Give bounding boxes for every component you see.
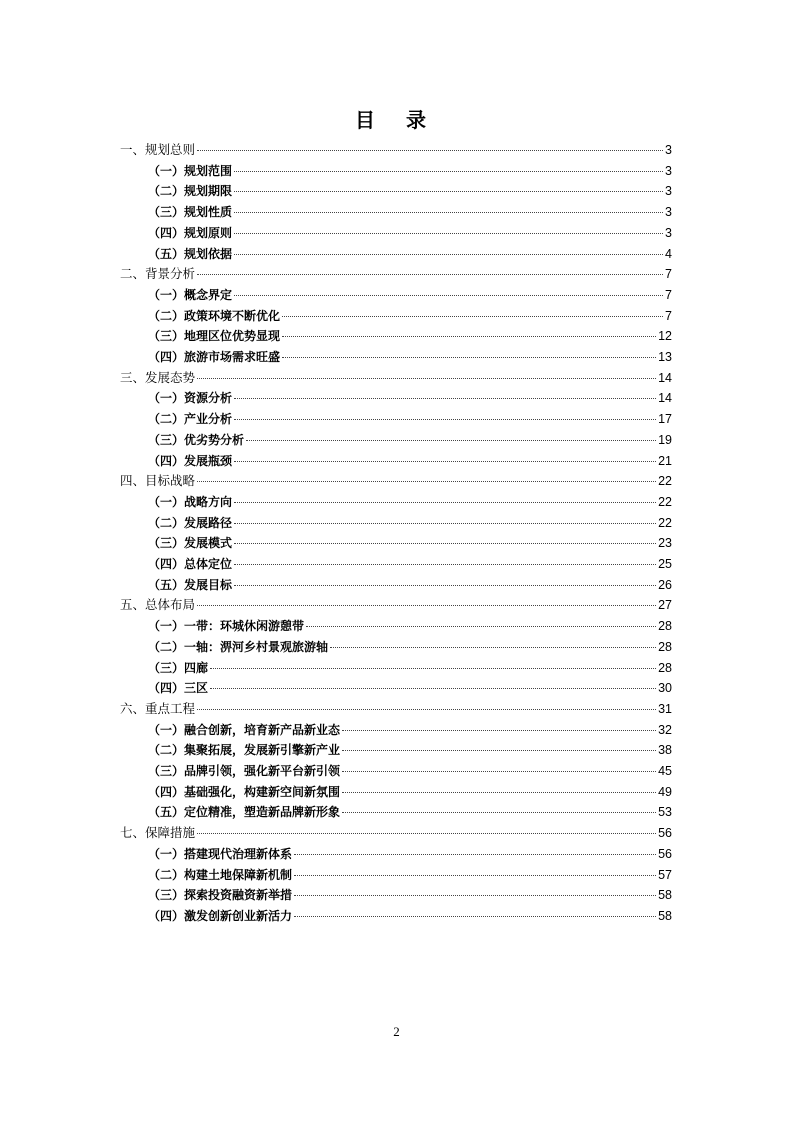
toc-entry-label: （一）搭建现代治理新体系: [148, 846, 293, 861]
toc-entry-page-number: 3: [665, 205, 672, 220]
dot-leader: [234, 294, 663, 296]
toc-entry-page-number: 32: [658, 722, 672, 737]
toc-entry[interactable]: [148, 181, 672, 201]
dot-leader: [197, 377, 656, 379]
toc-entry[interactable]: [148, 782, 672, 802]
toc-entry[interactable]: [120, 823, 672, 843]
toc-entry-page-number: 49: [658, 784, 672, 799]
toc-entry[interactable]: [148, 844, 672, 864]
toc-entry-label: （三）优劣势分析: [148, 432, 245, 447]
toc-entry-label: （四）三区: [148, 681, 209, 696]
toc-entry-label: （四）基础强化，构建新空间新氛围: [148, 784, 341, 799]
toc-entry[interactable]: [148, 388, 672, 408]
toc-entry-label: （一）一带：环城休闲游憩带: [148, 619, 305, 634]
toc-entry-label: 一、规划总则: [120, 143, 196, 157]
dot-leader: [197, 604, 656, 606]
dot-leader: [294, 894, 656, 896]
dot-leader: [234, 563, 656, 565]
toc-entry-label: （四）总体定位: [148, 557, 233, 571]
toc-entry[interactable]: [148, 202, 672, 222]
toc-entry[interactable]: [148, 492, 672, 512]
toc-entry[interactable]: [120, 368, 672, 388]
toc-entry-page-number: 56: [658, 846, 672, 861]
dot-leader: [294, 915, 656, 917]
dot-leader: [342, 729, 656, 731]
toc-entry-page-number: 7: [665, 308, 672, 323]
dot-leader: [234, 190, 663, 192]
toc-entry[interactable]: [148, 513, 672, 533]
toc-entry-page-number: 3: [665, 163, 672, 178]
toc-entry[interactable]: [148, 885, 672, 905]
toc-entry-page-number: 12: [658, 329, 672, 344]
dot-leader: [234, 501, 656, 503]
toc-entry[interactable]: [120, 140, 672, 160]
dot-leader: [210, 687, 656, 689]
toc-entry[interactable]: [148, 678, 672, 698]
toc-entry-page-number: 7: [665, 267, 672, 282]
toc-entry-page-number: 21: [658, 453, 672, 468]
toc-entry-page-number: 19: [658, 432, 672, 447]
toc-entry-page-number: 14: [658, 391, 672, 406]
dot-leader: [197, 708, 656, 710]
toc-entry[interactable]: [148, 347, 672, 367]
toc-entry-page-number: 38: [658, 743, 672, 758]
toc-entry-label: （二）发展路径: [148, 515, 233, 530]
dot-leader: [246, 439, 656, 441]
toc-entry-label: （二）产业分析: [148, 412, 233, 427]
toc-entry-label: 二、背景分析: [120, 267, 196, 282]
dot-leader: [234, 232, 663, 234]
toc-entry-page-number: 30: [658, 681, 672, 696]
dot-leader: [234, 418, 656, 420]
toc-entry-page-number: 3: [665, 225, 672, 240]
toc-entry[interactable]: [148, 223, 672, 243]
toc-entry-label: （五）发展目标: [148, 577, 233, 592]
toc-entry-label: （二）构建土地保障新机制: [148, 867, 293, 882]
dot-leader: [342, 749, 656, 751]
dot-leader: [282, 356, 656, 358]
toc-entry-page-number: 4: [665, 246, 672, 261]
toc-entry-page-number: 26: [658, 577, 672, 592]
toc-entry-label: （四）激发创新创业新活力: [148, 908, 293, 923]
toc-entry-label: （三）四廊: [148, 660, 209, 675]
toc-entry[interactable]: [148, 306, 672, 326]
toc-entry-label: （二）规划期限: [148, 184, 233, 199]
dot-leader: [294, 874, 656, 876]
toc-entry-page-number: 7: [665, 287, 672, 302]
toc-entry-label: （一）战略方向: [148, 494, 233, 509]
toc-entry[interactable]: [148, 285, 672, 305]
toc-entry-page-number: 23: [658, 536, 672, 551]
toc-entry[interactable]: [148, 244, 672, 264]
toc-entry-label: 七、保障措施: [120, 826, 196, 841]
dot-leader: [306, 625, 656, 627]
toc-entry-page-number: 22: [658, 474, 672, 489]
toc-entry-label: （二）集聚拓展，发展新引擎新产业: [148, 743, 341, 758]
toc-entry-page-number: 17: [658, 412, 672, 427]
dot-leader: [234, 211, 663, 213]
dot-leader: [342, 791, 656, 793]
dot-leader: [294, 853, 656, 855]
toc-entry-page-number: 28: [658, 660, 672, 675]
toc-entry-label: 三、发展态势: [120, 370, 196, 385]
toc-entry-label: （五）定位精准，塑造新品牌新形象: [148, 805, 341, 820]
toc-entry-label: （一）规划范围: [148, 163, 233, 178]
toc-entry-page-number: 31: [658, 701, 672, 716]
toc-entry[interactable]: [148, 740, 672, 760]
dot-leader: [330, 646, 656, 648]
toc-entry-page-number: 57: [658, 867, 672, 882]
dot-leader: [197, 149, 663, 151]
toc-entry[interactable]: [148, 430, 672, 450]
toc-entry[interactable]: [148, 533, 672, 553]
toc-entry[interactable]: [148, 637, 672, 657]
toc-entry-label: （三）品牌引领，强化新平台新引领: [148, 764, 341, 778]
toc-entry[interactable]: [148, 409, 672, 429]
page-number-footer: 2: [393, 1024, 400, 1039]
toc-entry[interactable]: [120, 595, 672, 615]
dot-leader: [234, 542, 656, 544]
toc-entry-label: （四）规划原则: [148, 225, 233, 240]
toc-entry[interactable]: [148, 865, 672, 885]
toc-entry-page-number: 25: [658, 557, 672, 571]
toc-entry[interactable]: [148, 161, 672, 181]
dot-leader: [282, 315, 663, 317]
toc-entry-page-number: 3: [665, 143, 672, 157]
dot-leader: [234, 397, 656, 399]
toc-entry-label: （一）资源分析: [148, 391, 233, 406]
toc-entry[interactable]: [148, 761, 672, 781]
toc-entry-label: （一）融合创新，培育新产品新业态: [148, 722, 341, 737]
toc-entry-label: （二）政策环境不断优化: [148, 308, 281, 323]
toc-entry-label: 五、总体布局: [120, 598, 196, 613]
toc-entry-label: （三）规划性质: [148, 205, 233, 220]
dot-leader: [234, 522, 656, 524]
toc-entry-label: （二）一轴：淠河乡村景观旅游轴: [148, 639, 329, 654]
toc-entry-label: 四、目标战略: [120, 474, 196, 489]
dot-leader: [197, 480, 656, 482]
dot-leader: [342, 770, 656, 772]
toc-entry-label: 六、重点工程: [120, 701, 196, 716]
toc-entry[interactable]: [148, 616, 672, 636]
toc-entry[interactable]: [148, 554, 672, 574]
toc-entry-label: （三）地理区位优势显现: [148, 329, 281, 344]
dot-leader: [234, 170, 663, 172]
toc-entry[interactable]: [120, 471, 672, 491]
toc-entry[interactable]: [148, 906, 672, 926]
toc-entry-page-number: 53: [658, 805, 672, 820]
dot-leader: [234, 253, 663, 255]
toc-entry-page-number: 28: [658, 619, 672, 634]
toc-entry-page-number: 22: [658, 515, 672, 530]
toc-entry-page-number: 56: [658, 826, 672, 841]
toc-entry-page-number: 22: [658, 494, 672, 509]
dot-leader: [197, 832, 656, 834]
toc-entry-label: （一）概念界定: [148, 287, 233, 302]
toc-entry-label: （五）规划依据: [148, 246, 233, 261]
toc-entry[interactable]: [148, 575, 672, 595]
page-title: 目 录: [355, 108, 438, 132]
toc-entry[interactable]: [148, 802, 672, 822]
toc-entry-label: （四）旅游市场需求旺盛: [148, 350, 281, 364]
dot-leader: [210, 667, 656, 669]
dot-leader: [197, 273, 663, 275]
toc-entry-page-number: 14: [658, 370, 672, 385]
toc-entry-page-number: 3: [665, 184, 672, 199]
dot-leader: [234, 584, 656, 586]
toc-entry[interactable]: [148, 451, 672, 471]
toc-entry-page-number: 58: [658, 908, 672, 923]
toc-entry-page-number: 45: [658, 764, 672, 778]
dot-leader: [282, 335, 656, 337]
toc-entry-page-number: 58: [658, 888, 672, 903]
toc-entry-label: （三）发展模式: [148, 536, 233, 551]
toc-entry[interactable]: [148, 720, 672, 740]
toc-entry-page-number: 27: [658, 598, 672, 613]
toc-entry-page-number: 28: [658, 639, 672, 654]
toc-entry[interactable]: [148, 658, 672, 678]
toc-entry-label: （四）发展瓶颈: [148, 453, 233, 468]
dot-leader: [234, 460, 656, 462]
toc-entry[interactable]: [120, 699, 672, 719]
toc-entry[interactable]: [120, 264, 672, 284]
toc-entry[interactable]: [148, 326, 672, 346]
toc-entry-page-number: 13: [658, 350, 672, 364]
dot-leader: [342, 811, 656, 813]
toc-entry-label: （三）探索投资融资新举措: [148, 888, 293, 903]
